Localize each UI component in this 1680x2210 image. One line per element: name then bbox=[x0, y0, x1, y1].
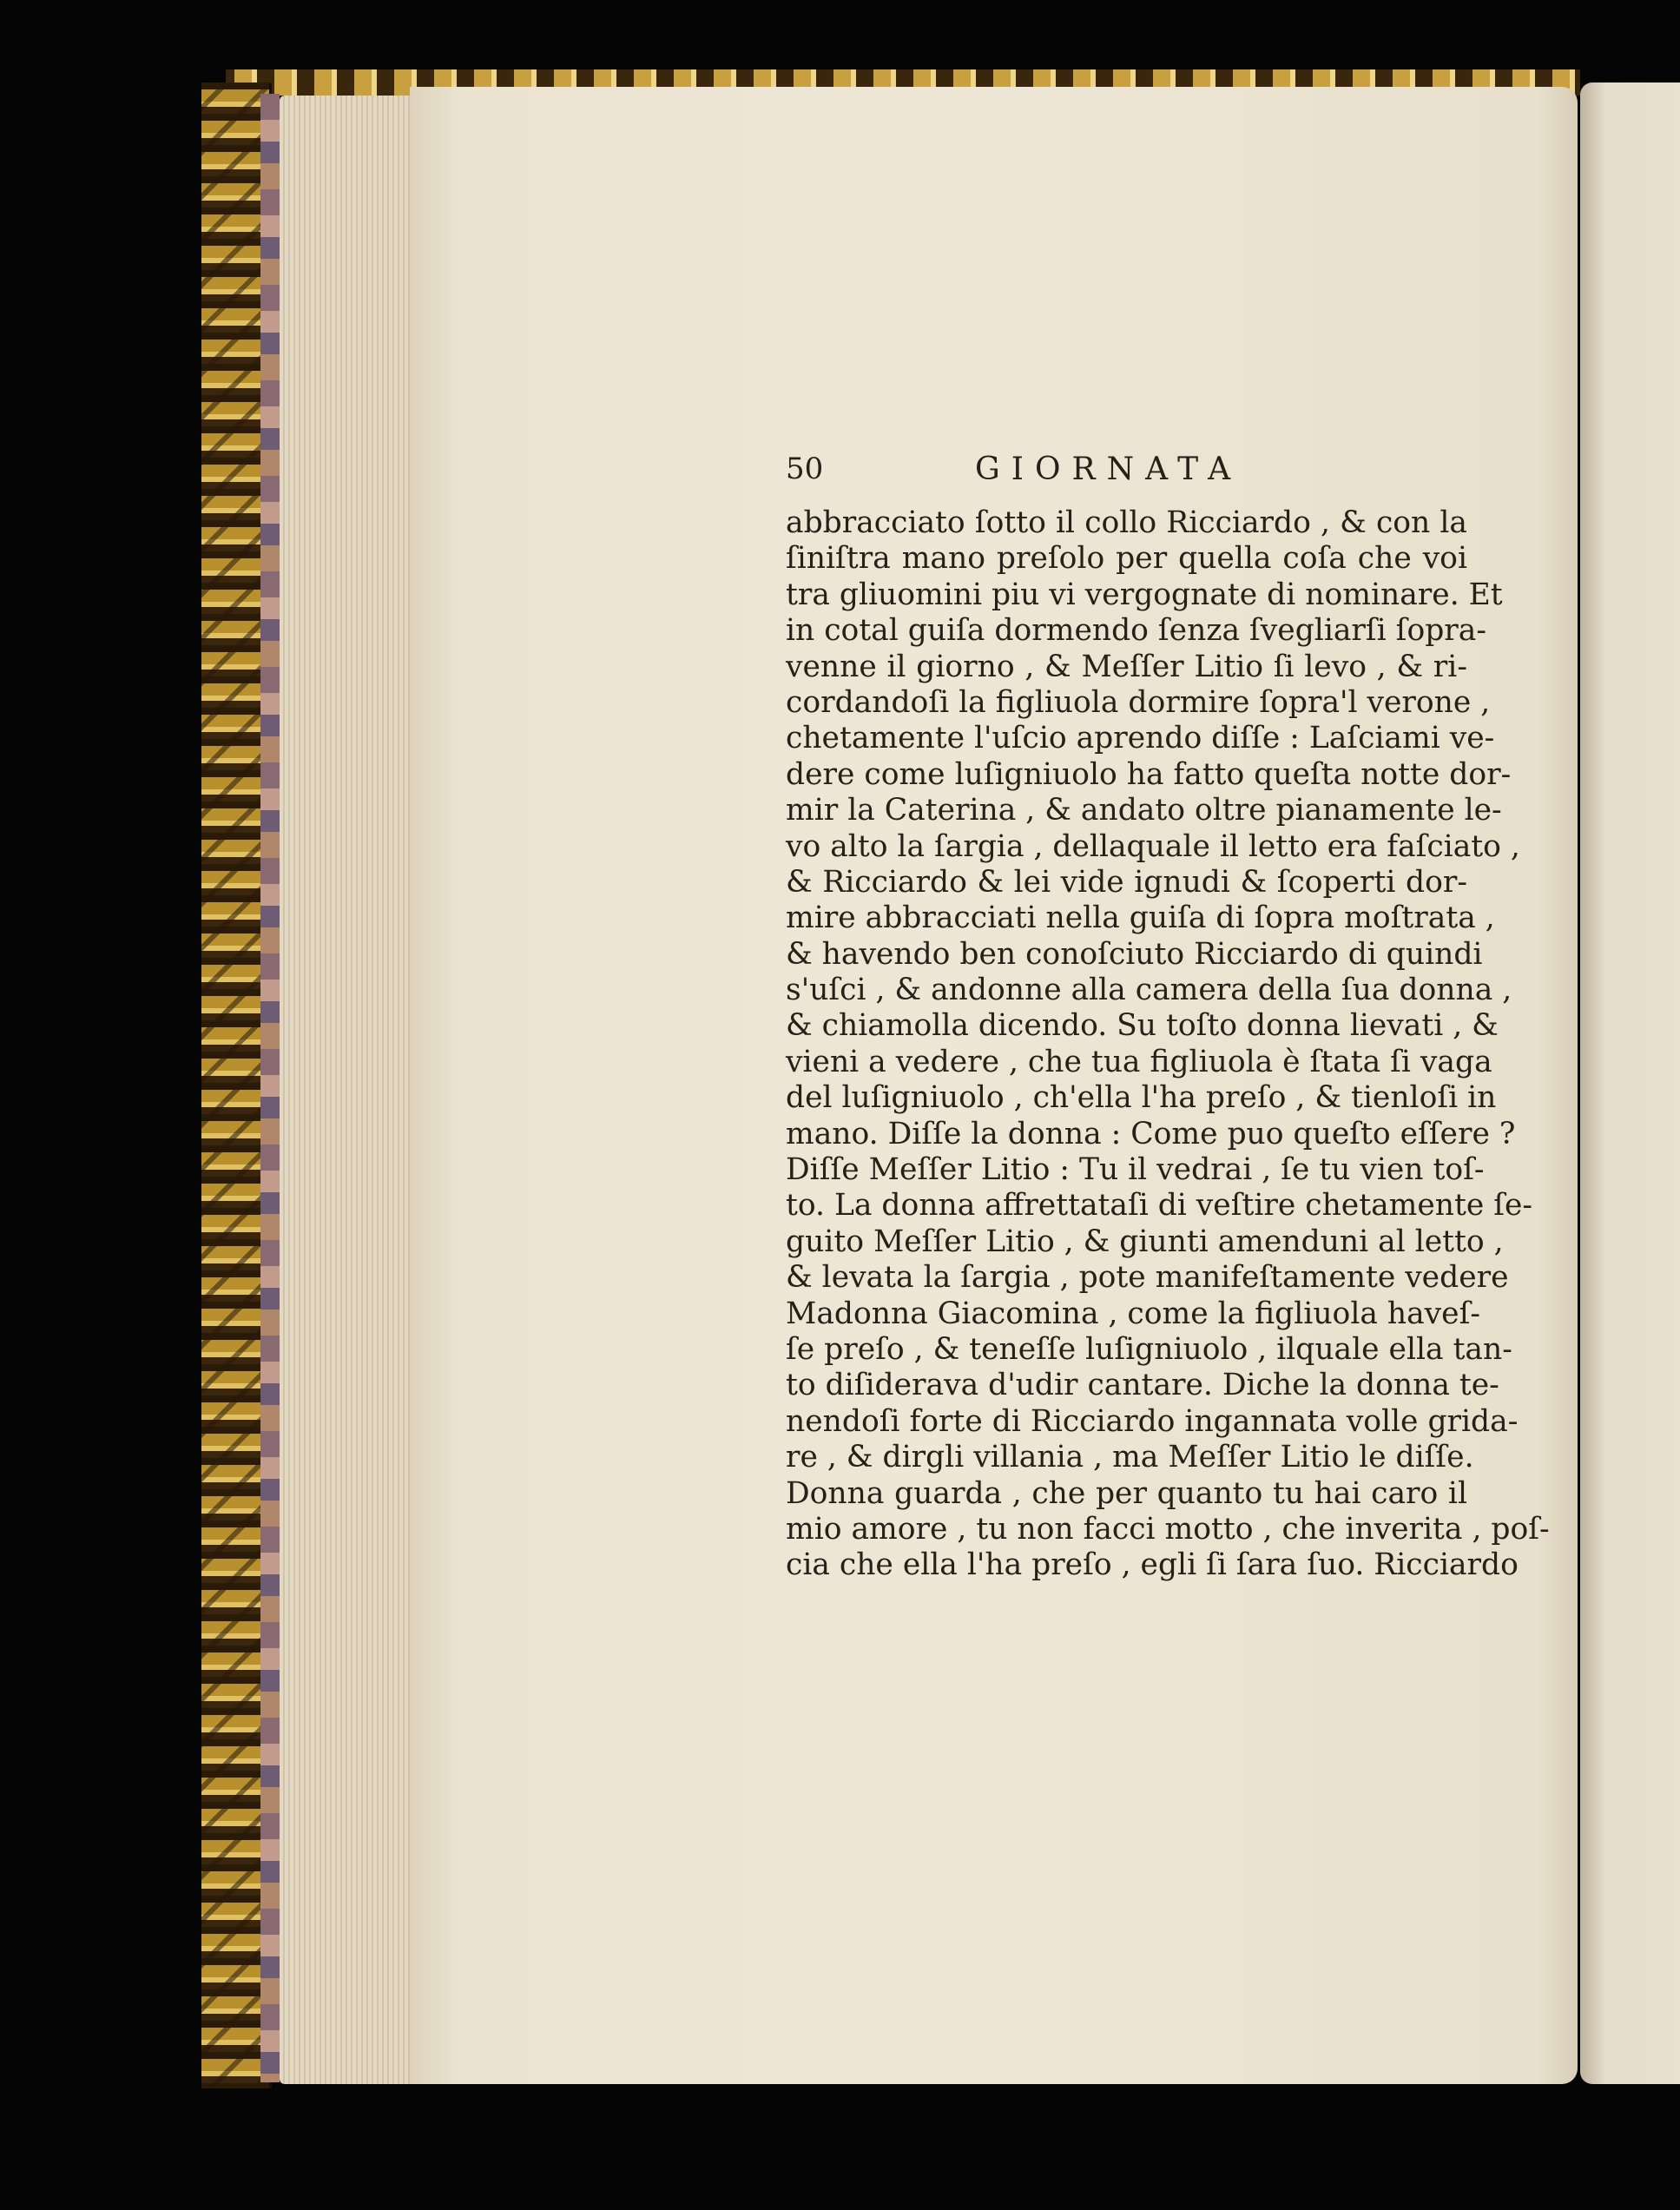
text-line: mire abbracciati nella guiſa di ſopra moſtrata , bbox=[786, 900, 1495, 936]
text-line: in cotal guiſa dormendo ſenza ſvegliarſi ſopra- bbox=[786, 613, 1487, 649]
text-line: Madonna Giacomina , come la figliuola haveſ- bbox=[786, 1296, 1481, 1331]
text-line: s'uſci , & andonne alla camera della ſua donna , bbox=[786, 973, 1512, 1008]
text-line: ſiniſtra mano preſolo per quella coſa che voi bbox=[786, 541, 1467, 577]
text-line: & levata la ſargia , pote manifeſtamente vedere bbox=[786, 1260, 1509, 1296]
text-line: Diſſe Meſſer Litio : Tu il vedrai , ſe tu vien toſ- bbox=[786, 1152, 1485, 1188]
text-line: & Ricciardo & lei vide ignudi & ſcoperti dor- bbox=[786, 864, 1467, 900]
text-line: mio amore , tu non facci motto , che inverita , poſ- bbox=[786, 1511, 1550, 1547]
text-line: vo alto la ſargia , dellaquale il letto era faſciato , bbox=[786, 828, 1520, 864]
text-line: cia che ella l'ha preſo , egli ſi ſara ſuo. Ricciardo bbox=[786, 1547, 1519, 1583]
text-line: tra gliuomini piu vi vergognate di nominare. Et bbox=[786, 577, 1503, 612]
text-line: abbracciato ſotto il collo Ricciardo , & con la bbox=[786, 505, 1467, 540]
text-line: mano. Diſſe la donna : Come puo queſto eſſere ? bbox=[786, 1116, 1516, 1151]
facing-page bbox=[1580, 82, 1680, 2084]
text-block bbox=[786, 452, 1550, 1584]
marbled-board-edge bbox=[260, 94, 280, 2082]
text-line: cordandoſi la figliuola dormire ſopra'l verone , bbox=[786, 684, 1491, 720]
text-line: venne il giorno , & Meſſer Litio ſi levo , & ri- bbox=[786, 649, 1467, 684]
text-line: chetamente l'uſcio aprendo diſſe : Laſciami ve- bbox=[786, 721, 1495, 756]
running-title: GIORNATA bbox=[975, 452, 1242, 487]
body-text bbox=[786, 505, 1550, 1584]
running-head bbox=[786, 452, 1467, 502]
text-line: & chiamolla dicendo. Su toſto donna lievati , & bbox=[786, 1008, 1499, 1044]
page-block-edges bbox=[280, 96, 410, 2084]
text-line: ſe preſo , & teneſſe luſigniuolo , ilquale ella tan- bbox=[786, 1331, 1512, 1367]
text-line: nendoſi forte di Ricciardo ingannata volle grida- bbox=[786, 1403, 1519, 1439]
text-line: vieni a vedere , che tua figliuola è ſtata ſi vaga bbox=[786, 1044, 1492, 1079]
text-line: re , & dirgli villania , ma Meſſer Litio le diſſe. bbox=[786, 1440, 1474, 1475]
text-line: Donna guarda , che per quanto tu hai caro il bbox=[786, 1475, 1467, 1511]
text-line: del luſigniuolo , ch'ella l'ha preſo , & tienloſi in bbox=[786, 1080, 1497, 1116]
text-line: & havendo ben conoſciuto Ricciardo di quindi bbox=[786, 936, 1483, 972]
text-line: to. La donna affrettataſi di veſtire chetamente ſe- bbox=[786, 1188, 1533, 1224]
text-line: dere come luſigniuolo ha fatto queſta notte dor- bbox=[786, 756, 1512, 792]
text-line: to diſiderava d'udir cantare. Diche la donna te- bbox=[786, 1368, 1499, 1403]
page-number: 50 bbox=[786, 452, 824, 486]
text-line: guito Meſſer Litio , & giunti amenduni al letto , bbox=[786, 1224, 1504, 1259]
text-line: mir la Caterina , & andato oltre pianamente le- bbox=[786, 793, 1502, 828]
